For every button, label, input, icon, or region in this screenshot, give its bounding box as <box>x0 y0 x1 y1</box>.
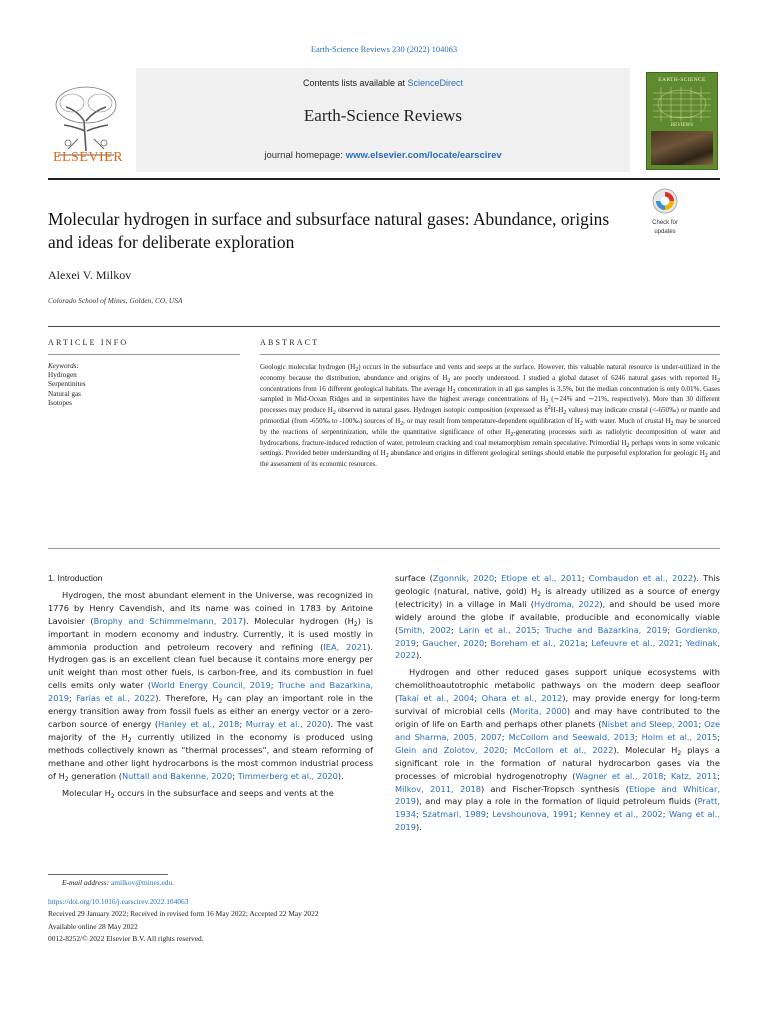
citation-link[interactable]: Farias et al., 2022 <box>76 693 156 704</box>
check-updates-icon <box>652 188 678 214</box>
body-paragraph: Hydrogen and other reduced gases support unique ecosystems with chemolithoautotrophic metabolic pathways on the modern deep seafloor (Takai et al., 2004; Ohara et al., 2012), may provide energy for long-term survival of microbial cells (Morita, 2000) and may have contributed to the origin of life on Earth and perhaps other planets (Nisbet and Sleep, 2001; Oze and Sharma, 2005, 2007; McCollom and Seewald, 2013; Holm et al., 2015; Glein and Zolotov, 2020; McCollom et al., 2022). Molecular $H_2$ plays a significant role in the formation of natural hydrocarbon gases via the processes of microbial hydrogenotrophy (Wagner et al., 2018; Katz, 2011; Milkov, 2011, 2018) and Fischer-Tropsch synthesis (Etiope and Whiticar, 2019), and may play a role in the formation of liquid petroleum fluids (Pratt, 1934; Szatmari, 1989; Levshounova, 1991; Kenney et al., 2002; Wang et al., 2019). <box>395 667 721 833</box>
citation-link[interactable]: McCollom et al., 2022 <box>513 744 614 755</box>
contents-prefix: Contents lists available at <box>302 78 408 88</box>
citation-link[interactable]: Gordienko, 2019 <box>395 624 720 648</box>
citation-link[interactable]: Katz, 2011 <box>670 770 718 781</box>
check-updates-label-2: updates <box>654 229 676 235</box>
cover-photo <box>651 131 713 165</box>
received-dates: Received 29 January 2022; Received in revised form 16 May 2022; Accepted 22 May 2022 <box>48 909 319 919</box>
article-title: Molecular hydrogen in surface and subsurface natural gases: Abundance, origins and ideas for deliberate exploration <box>48 209 610 252</box>
author-affiliation: Colorado School of Mines, Golden, CO, USA <box>48 296 183 305</box>
email-link[interactable]: amilkov@mines.edu. <box>111 878 175 887</box>
introduction-heading: 1. Introduction <box>48 573 103 583</box>
keywords-label: Keywords: <box>48 362 79 370</box>
citation-link[interactable]: Boreham et al., 2021a <box>490 637 586 648</box>
cover-grid-graphic <box>653 87 711 121</box>
article-divider <box>48 326 720 327</box>
citation-link[interactable]: Nuttall and Bakenne, 2020 <box>121 770 233 781</box>
citation-link[interactable]: Wang et al., 2019 <box>395 809 720 833</box>
citation-link[interactable]: Szatmari, 1989 <box>422 809 486 820</box>
footnote-rule <box>48 874 168 875</box>
citation-link[interactable]: Etiope et al., 2011 <box>501 573 582 583</box>
available-online-date: Available online 28 May 2022 <box>48 921 138 931</box>
citation-link[interactable]: McCollom and Seewald, 2013 <box>508 731 635 742</box>
keywords-block <box>48 362 228 408</box>
citation-link[interactable]: Zgonnik, 2020 <box>432 573 495 583</box>
citation-link[interactable]: Pratt, 1934 <box>395 796 720 820</box>
journal-masthead <box>48 68 720 172</box>
keyword-item: Isotopes <box>48 398 72 407</box>
journal-banner <box>136 68 630 172</box>
article-metadata <box>48 896 319 946</box>
body-paragraph: surface (Zgonnik, 2020; Etiope et al., 2011; Combaudon et al., 2022). This geologic (natural, native, gold) $H_2$ is already utilized as a source of energy (electricity) in a village in Mali (Hydroma, 2022), and should be used more widely around the globe if available, producible and economically viable (Smith, 2002; Larin et al., 2015; Truche and Bazarkina, 2019; Gordienko, 2019; Gaucher, 2020; Boreham et al., 2021a; Lefeuvre et al., 2021; Yedinak, 2022). <box>395 573 721 661</box>
contents-line <box>136 78 630 88</box>
citation-link[interactable]: Hydroma, 2022 <box>533 598 600 609</box>
author-name[interactable]: Alexei V. Milkov <box>48 268 132 282</box>
citation-link[interactable]: Glein and Zolotov, 2020 <box>395 744 505 755</box>
citation-link[interactable]: Etiope and Whiticar, 2019 <box>395 783 720 807</box>
keyword-item: Natural gas <box>48 389 81 398</box>
check-for-updates-button[interactable] <box>648 188 682 235</box>
citation-link[interactable]: World Energy Council, 2019 <box>151 680 271 691</box>
keyword-item: Serpentinites <box>48 380 86 389</box>
cover-title: EARTH-SCIENCE <box>658 77 706 83</box>
body-paragraph: Molecular $H_2$ occurs in the subsurface and seeps and vents at the <box>62 787 334 800</box>
citation-link[interactable]: Brophy and Schimmelmann, 2017 <box>93 615 243 626</box>
citation-link[interactable]: Murray et al., 2020 <box>245 718 328 729</box>
body-column-left <box>48 572 373 803</box>
journal-title: Earth-Science Reviews <box>303 106 463 125</box>
citation-link[interactable]: Wagner et al., 2018 <box>575 770 664 781</box>
citation-link[interactable]: Truche and Bazarkina, 2019 <box>48 680 374 704</box>
elsevier-wordmark: ELSEVIER <box>52 150 124 165</box>
journal-reference[interactable]: Earth-Science Reviews 230 (2022) 104063 <box>310 44 458 54</box>
citation-link[interactable]: Combaudon et al., 2022 <box>588 573 694 583</box>
article-info-rule <box>48 354 240 355</box>
homepage-link[interactable]: www.elsevier.com/locate/earscirev <box>345 150 502 161</box>
citation-link[interactable]: Larin et al., 2015 <box>458 624 537 635</box>
abstract-body: Geologic molecular hydrogen $(H_2)$ occurs in the subsurface and vents and seeps at the surface. However, this valuable natural resource is under-utilized in the economy because the distribution, abundance and origins of $H_2$ are poorly understood. I studied a global dataset of 6246 natural gases with reported $H_2$ concentrations from 16 different geological habitats. The average $H_2$ concentration in all gas samples is 3.5%, but the median concentration is only 0.01%. Gases sampled in Mid-Ocean Ridges and in serpentinites have the highest average concentrations of $H_2$ (∼24% and ∼21%, respectively). More than 30 different processes may produce $H_2$ observed in natural gases. Hydrogen isotopic composition (expressed as $\delta^2H-H_2$ values) may indicate crustal (<-650‰) or mantle and primordial (from -650‰ to -100‰) sources of $H_2$, or may result from temperature-dependent equilibration of $H_2$ with water. Much of crustal $H_2$ may be sourced by the reactions of serpentinization, while the quantitative significance of other $H_2$-generating processes such as radiolytic decomposition of water and hydrocarbons, fracture-induced reduction of water, petroleum cracking and coal metamorphism remain speculative. Primordial $H_2$ perhaps vents in some volcanic settings. Provided better understanding of $H_2$ abundance and origins in different geological settings should enable the purposeful exploration for geologic $H_2$ and the assessment of its economic resources. <box>260 363 720 469</box>
article-info-heading: ARTICLE INFO <box>48 338 129 347</box>
homepage-line <box>136 150 630 161</box>
journal-cover-thumbnail[interactable] <box>646 72 718 170</box>
abstract-rule <box>260 354 720 355</box>
citation-link[interactable]: Smith, 2002 <box>398 624 451 635</box>
citation-link[interactable]: Ohara et al., 2012 <box>481 693 563 704</box>
copyright-notice: 0012-8252/© 2022 Elsevier B.V. All rights reserved. <box>48 934 204 944</box>
citation-link[interactable]: Truche and Bazarkina, 2019 <box>544 624 668 635</box>
abstract-heading: ABSTRACT <box>260 338 320 347</box>
citation-link[interactable]: Lefeuvre et al., 2021 <box>591 637 680 648</box>
email-label: E-mail address: <box>62 878 111 887</box>
homepage-prefix: journal homepage: <box>264 150 346 161</box>
citation-link[interactable]: Timmerberg et al., 2020 <box>237 770 338 781</box>
citation-link[interactable]: Gaucher, 2020 <box>422 637 485 648</box>
citation-link[interactable]: Yedinak, 2022 <box>395 637 721 661</box>
citation-link[interactable]: Kenney et al., 2002 <box>579 809 663 820</box>
citation-link[interactable]: Oze and Sharma, 2005, 2007 <box>395 718 721 742</box>
citation-link[interactable]: IEA, 2021 <box>323 641 368 652</box>
check-updates-label-1: Check for <box>652 220 678 226</box>
citation-link[interactable]: Morita, 2000 <box>512 706 567 717</box>
masthead-divider <box>48 178 720 180</box>
footnote-email <box>62 878 174 887</box>
citation-link[interactable]: Holm et al., 2015 <box>641 731 718 742</box>
body-paragraph: Hydrogen, the most abundant element in the Universe, was recognized in 1776 by Henry Cavendish, and its name was coined in 1783 by Antoine Lavoisier (Brophy and Schimmelmann, 2017). Molecular hydrogen $(H_2)$ is important in modern economy and industry. Currently, it is used mostly in ammonia production and petroleum recovery and refining (IEA, 2021). Hydrogen gas is an excellent clean fuel because it contains more energy per unit weight than most other fuels, is carbon-free, and its combustion in fuel cells emits only water (World Energy Council, 2019; Truche and Bazarkina, 2019; Farias et al., 2022). Therefore, $H_2$ can play an important role in the energy transition away from fossil fuels as either an energy vector or a zero-carbon source of energy (Hanley et al., 2018; Murray et al., 2020). The vast majority of the $H_2$ currently utilized in the economy is produced using methods collectively known as “thermal processes”, and steam reforming of methane and other light hydrocarbons is the most common industrial process of $H_2$ generation (Nuttall and Bakenne, 2020; Timmerberg et al., 2020). <box>48 589 374 783</box>
body-column-right <box>395 572 720 838</box>
citation-link[interactable]: Milkov, 2011, 2018 <box>395 783 481 794</box>
keyword-item: Hydrogen <box>48 371 77 380</box>
abstract-bottom-rule <box>48 548 720 549</box>
doi-link[interactable]: https://doi.org/10.1016/j.earscirev.2022.104063 <box>48 897 189 906</box>
citation-link[interactable]: Takai et al., 2004 <box>398 693 475 704</box>
citation-link[interactable]: Levshounova, 1991 <box>492 809 574 820</box>
citation-link[interactable]: Hanley et al., 2018 <box>158 718 240 729</box>
sciencedirect-link[interactable]: ScienceDirect <box>407 78 464 88</box>
cover-subtitle: REVIEWS <box>670 123 694 128</box>
citation-link[interactable]: Nisbet and Sleep, 2001 <box>601 718 699 729</box>
